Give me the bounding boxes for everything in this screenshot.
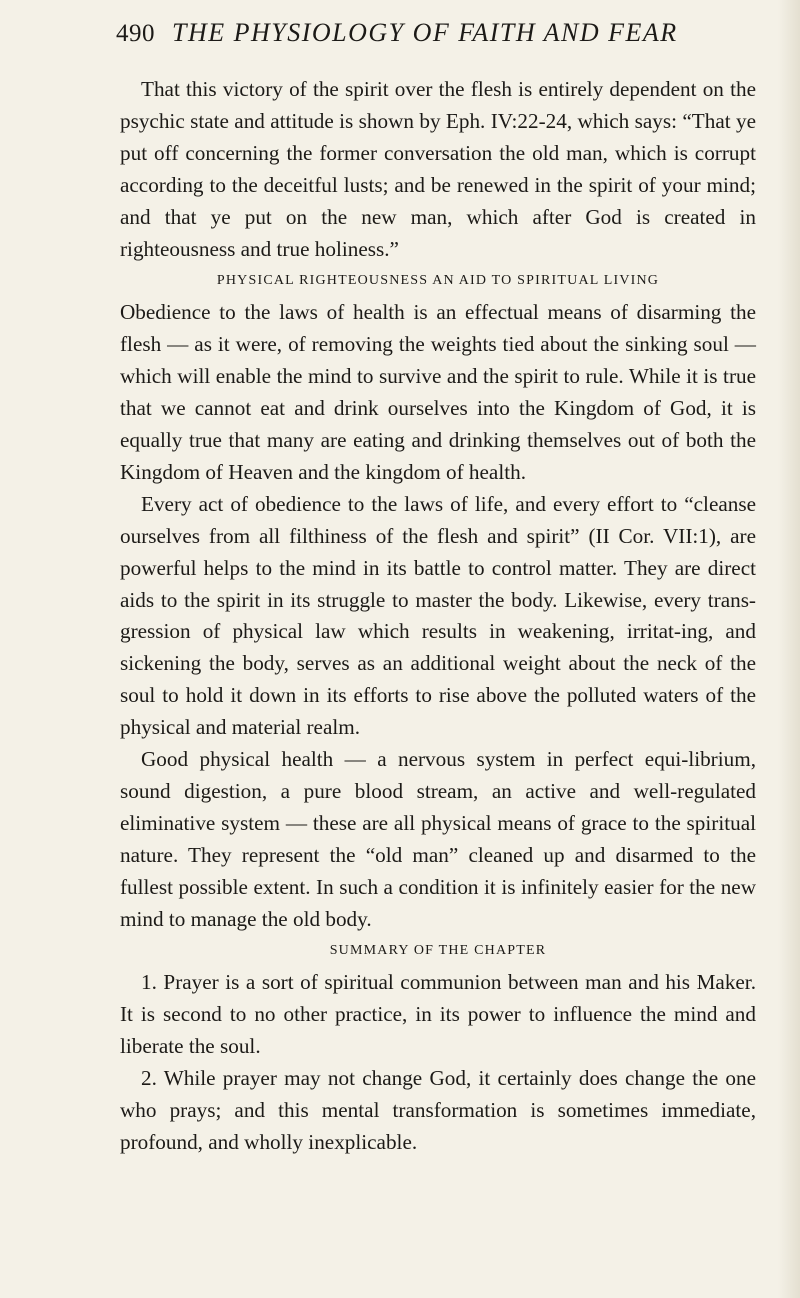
section-heading-summary: SUMMARY OF THE CHAPTER (329, 943, 547, 959)
paragraph-obedience: Obedience to the laws of health is an effectual means of disarming the flesh — as it were, of removing the weights tied about the sinking soul — which will enable the mind to survive and the spirit to rule. While it is true that we cannot eat and drink ourselves into the Kingdom of God, it is equally true that many are eating and drinking themselves out of both the Kingdom of Heaven and the kingdom of health. (120, 300, 756, 484)
paragraph-good-health: Good physical health — a nervous system in perfect equi-librium, sound digestion, a pure blood stream, an active and well-regulated eliminative system — these are all physical means of grace to the spiritual nature. They represent the “old man” cleaned up and disarmed to the fullest possible extent. In such a condition it is infinitely easier for the new mind to manage the old body. (120, 747, 756, 931)
section-heading-physical-righteousness: PHYSICAL RIGHTEOUSNESS AN AID TO SPIRITUAL LIVING (216, 273, 660, 289)
body-text (120, 74, 756, 1159)
page-number: 490 (116, 20, 155, 47)
page-edge-shadow (778, 0, 800, 1298)
paragraph-every-act: Every act of obedience to the laws of life, and every effort to “cleanse ourselves from all filthiness of the flesh and spirit” (II Cor. VII:1), are powerful helps to the mind in its battle to control matter. They are direct aids to the spirit in its struggle to master the body. Likewise, every trans-gression of physical law which results in weakening, irritat-ing, and sickening the body, serves as an additional weight about the neck of the soul to hold it down in its efforts to rise above the polluted waters of the physical and material realm. (120, 491, 756, 740)
summary-item-2: 2. While prayer may not change God, it certainly does change the one who prays; and this mental transformation is sometimes immediate, profound, and wholly inexplicable. (120, 1066, 756, 1154)
summary-item-1: 1. Prayer is a sort of spiritual communion between man and his Maker. It is second to no other practice, in its power to influence the mind and liberate the soul. (120, 970, 756, 1059)
running-title: THE PHYSIOLOGY OF FAITH AND FEAR (172, 18, 678, 47)
paragraph-ephesians-quote: That this victory of the spirit over the flesh is entirely dependent on the psychic state and attitude is shown by Eph. IV:22-24, which says: “That ye put off concerning the former conversation the old man, which is corrupt according to the deceitful lusts; and be renewed in the spirit of your mind; and that ye put on the new man, which after God is created in righteousness and true holiness.” (120, 77, 756, 261)
page-header (116, 16, 756, 56)
